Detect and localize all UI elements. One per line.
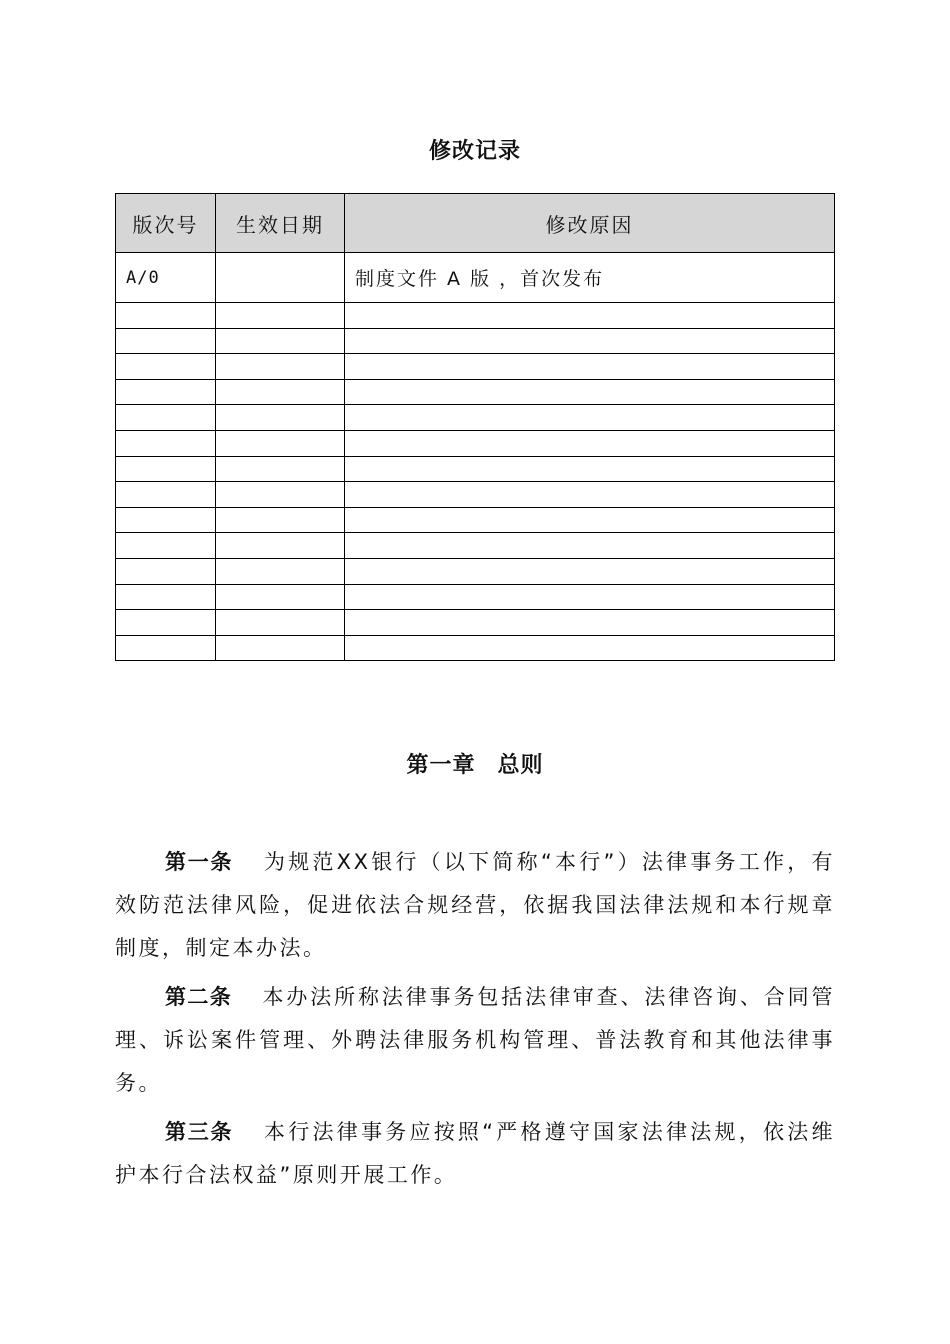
cell-effective-date xyxy=(216,482,345,508)
revision-table-row xyxy=(116,507,835,533)
cell-effective-date xyxy=(216,379,345,405)
cell-version xyxy=(116,354,216,380)
cell-effective-date xyxy=(216,456,345,482)
cell-version xyxy=(116,303,216,329)
cell-effective-date xyxy=(216,635,345,661)
cell-version: A/0 xyxy=(116,253,216,303)
revision-table-row xyxy=(116,253,835,303)
cell-version xyxy=(116,610,216,636)
revision-table-row xyxy=(116,482,835,508)
cell-revision-reason xyxy=(345,610,835,636)
cell-effective-date xyxy=(216,610,345,636)
revision-table-row xyxy=(116,558,835,584)
cell-version xyxy=(116,507,216,533)
cell-version xyxy=(116,430,216,456)
article-number: 第二条 xyxy=(165,985,233,1009)
article-2 xyxy=(115,976,835,1105)
article-1 xyxy=(115,841,835,970)
revision-table-row xyxy=(116,405,835,431)
article-text: 本行法律事务应按照“严格遵守国家法律法规，依法维护本行合法权益”原则开展工作。 xyxy=(115,1120,835,1187)
revision-table-row xyxy=(116,328,835,354)
cell-revision-reason xyxy=(345,584,835,610)
cell-effective-date xyxy=(216,533,345,559)
header-revision-reason: 修改原因 xyxy=(345,194,835,253)
chapter-name: 总则 xyxy=(497,753,544,778)
cell-revision-reason xyxy=(345,405,835,431)
cell-revision-reason xyxy=(345,558,835,584)
cell-revision-reason xyxy=(345,507,835,533)
article-text: 本办法所称法律事务包括法律审查、法律咨询、合同管理、诉讼案件管理、外聘法律服务机构管理、普法教育和其他法律事务。 xyxy=(115,985,836,1095)
article-text: 为规范XX银行（以下简称“本行”）法律事务工作，有效防范法律风险，促进依法合规经营，依据我国法律法规和本行规章制度，制定本办法。 xyxy=(115,850,835,960)
revision-table-row xyxy=(116,379,835,405)
article-number: 第三条 xyxy=(165,1120,234,1144)
article-number: 第一条 xyxy=(165,850,234,874)
cell-revision-reason xyxy=(345,303,835,329)
revision-table-row xyxy=(116,610,835,636)
cell-version xyxy=(116,456,216,482)
cell-version xyxy=(116,482,216,508)
cell-effective-date xyxy=(216,430,345,456)
cell-version xyxy=(116,635,216,661)
cell-revision-reason xyxy=(345,430,835,456)
header-effective-date: 生效日期 xyxy=(216,194,345,253)
cell-revision-reason xyxy=(345,635,835,661)
revision-table-body xyxy=(116,253,835,661)
cell-revision-reason xyxy=(345,328,835,354)
cell-effective-date xyxy=(216,584,345,610)
revision-table-row xyxy=(116,635,835,661)
header-version: 版次号 xyxy=(116,194,216,253)
cell-revision-reason xyxy=(345,354,835,380)
cell-revision-reason xyxy=(345,456,835,482)
cell-revision-reason xyxy=(345,379,835,405)
cell-revision-reason: 制度文件 A 版 ，首次发布 xyxy=(345,253,835,303)
chapter-heading xyxy=(0,748,950,779)
revision-table-row xyxy=(116,584,835,610)
cell-version xyxy=(116,533,216,559)
revision-record-title: 修改记录 xyxy=(428,139,521,164)
revision-table xyxy=(115,193,835,661)
cell-version xyxy=(116,584,216,610)
cell-effective-date xyxy=(216,303,345,329)
cell-version xyxy=(116,328,216,354)
cell-revision-reason xyxy=(345,533,835,559)
revision-table-row xyxy=(116,303,835,329)
cell-effective-date xyxy=(216,328,345,354)
cell-version xyxy=(116,558,216,584)
revision-table-row xyxy=(116,533,835,559)
cell-effective-date xyxy=(216,507,345,533)
cell-version xyxy=(116,379,216,405)
cell-effective-date xyxy=(216,405,345,431)
chapter-number: 第一章 xyxy=(406,753,476,778)
revision-table-header-row xyxy=(116,194,835,253)
revision-table-row xyxy=(116,456,835,482)
revision-table-row xyxy=(116,354,835,380)
cell-effective-date xyxy=(216,354,345,380)
cell-effective-date xyxy=(216,253,345,303)
revision-table-row xyxy=(116,430,835,456)
cell-effective-date xyxy=(216,558,345,584)
cell-revision-reason xyxy=(345,482,835,508)
article-3 xyxy=(115,1111,835,1197)
cell-version xyxy=(116,405,216,431)
